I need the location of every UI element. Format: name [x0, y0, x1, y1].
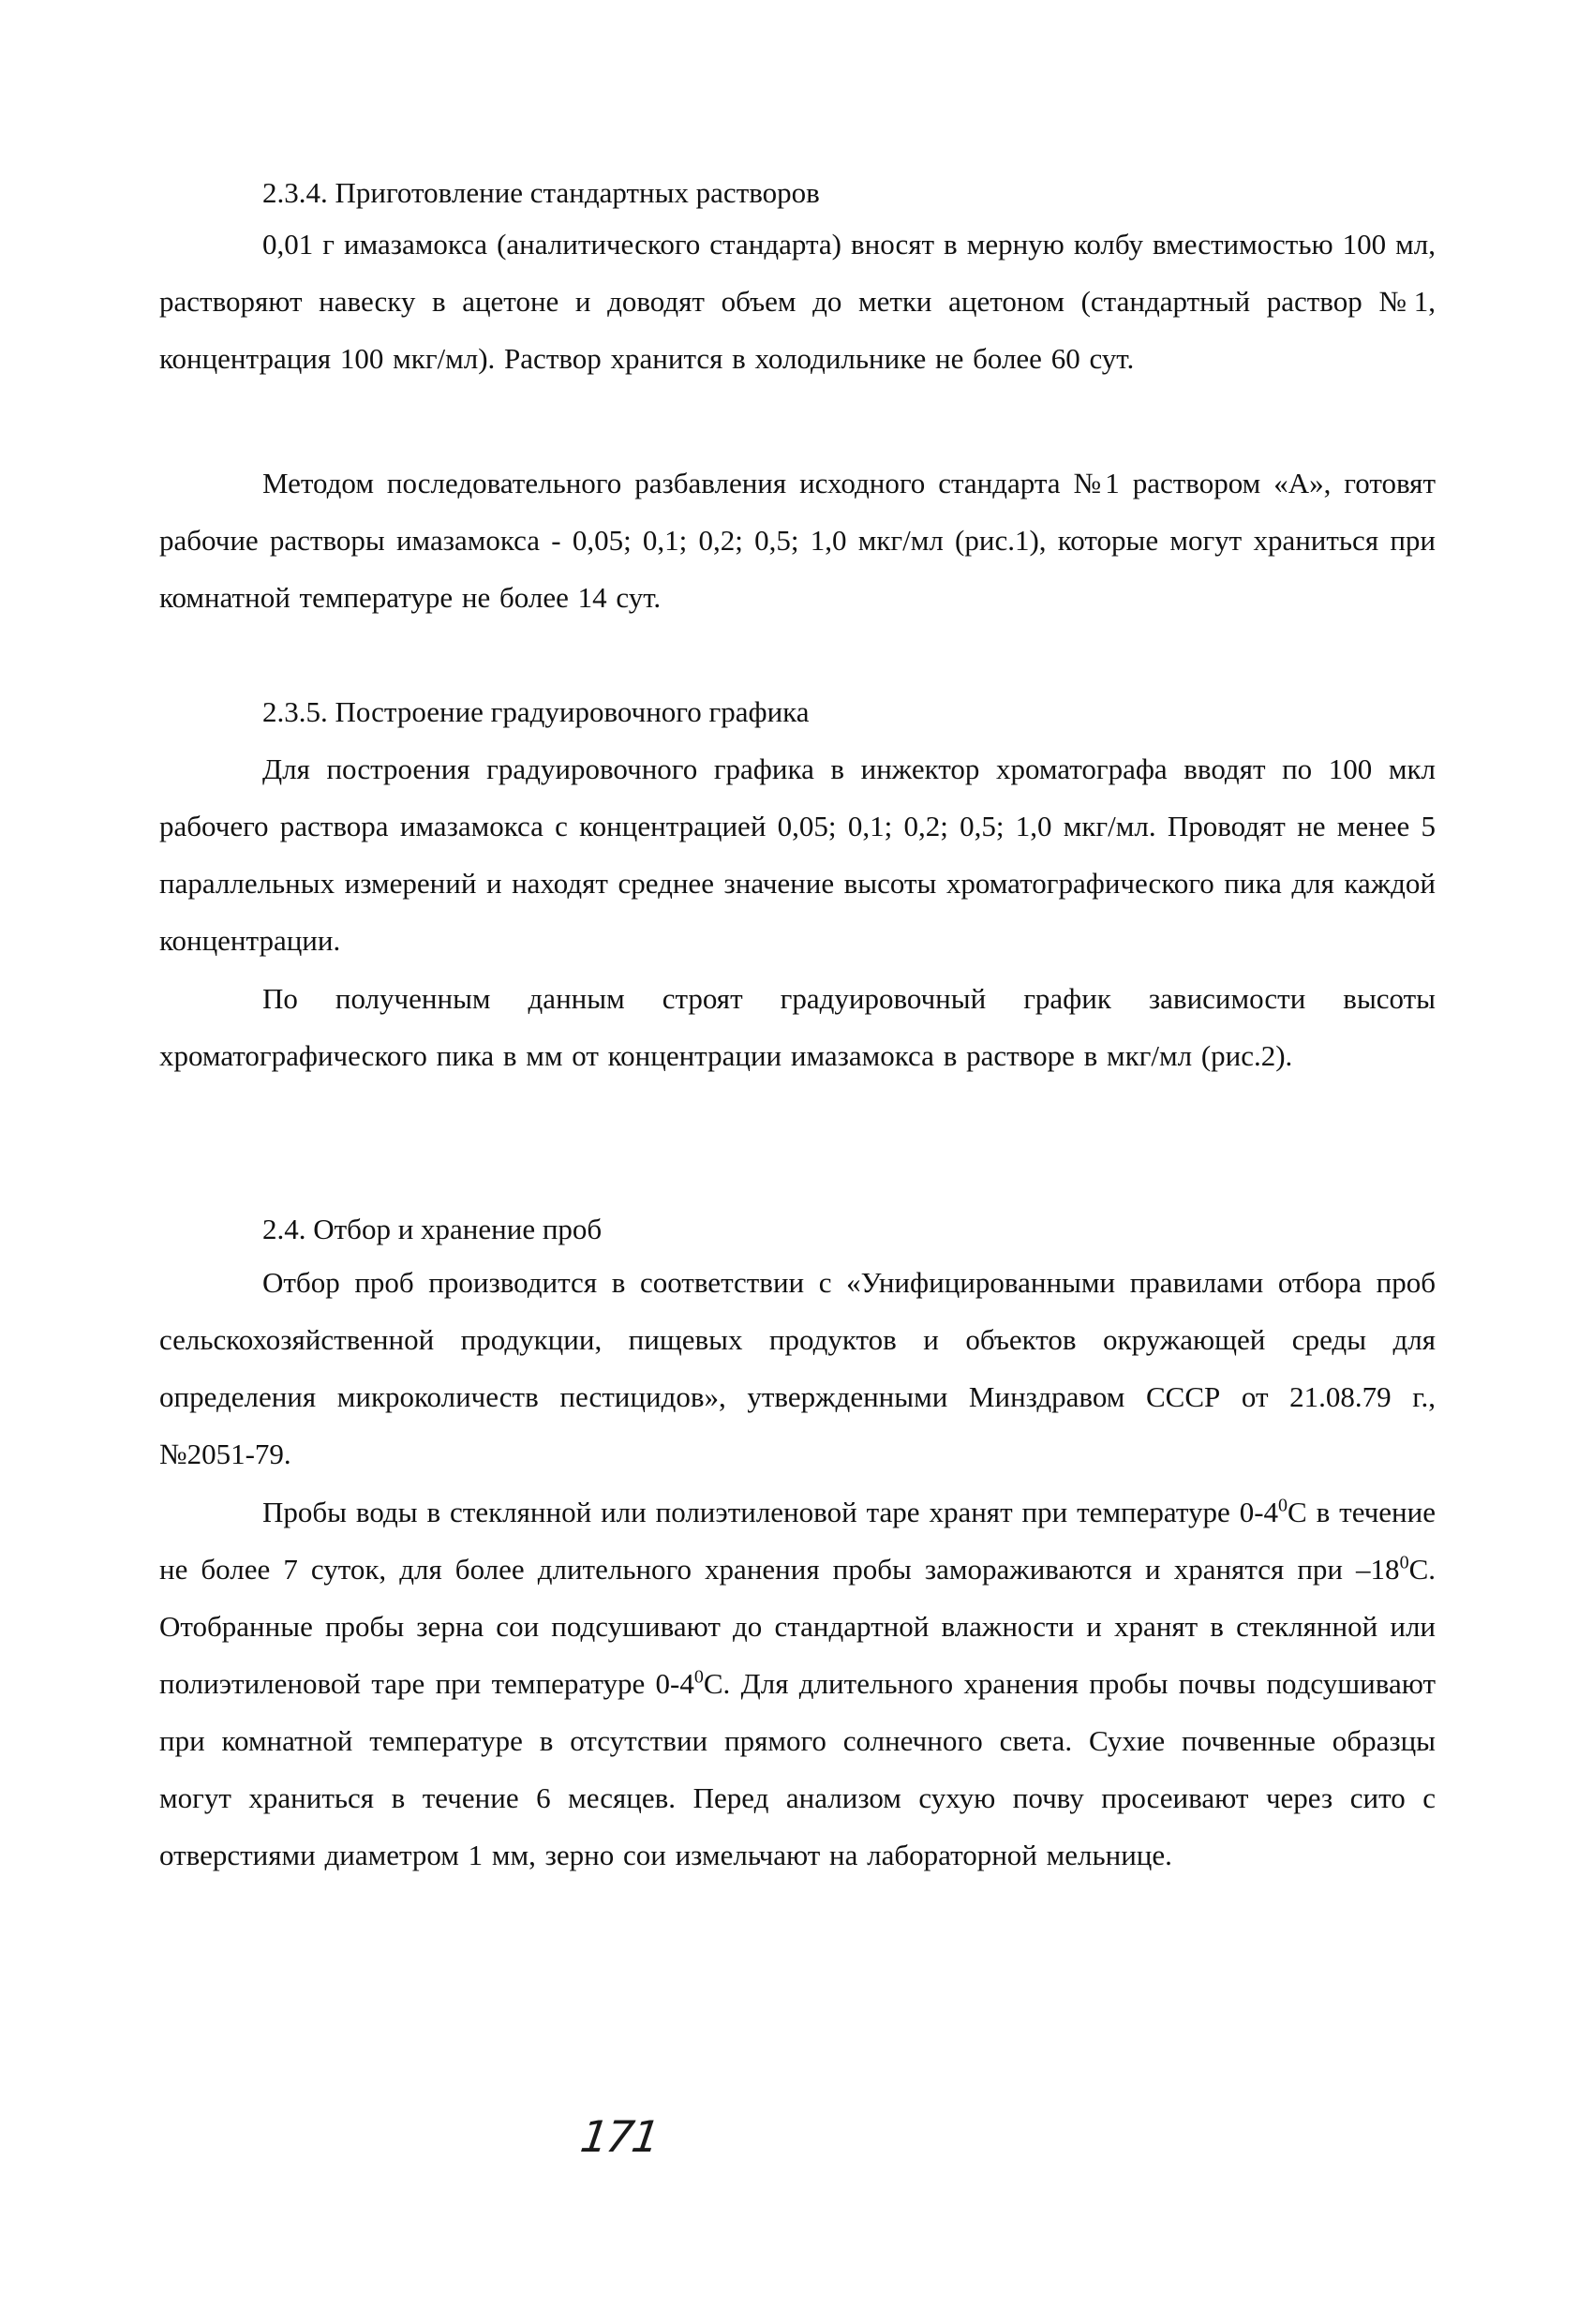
section-2-3-4-heading: 2.3.4. Приготовление стандартных растворов [262, 176, 820, 209]
degree-superscript-2: 0 [1399, 1552, 1409, 1573]
section-2-3-4-paragraph-2: Методом последовательного разбавления исходного стандарта №1 раствором «А», готовят рабочие растворы имазамокса - 0,05; 0,1; 0,2; 0,5; 1,0 мкг/мл (рис.1), которые могут храниться при комнатной температуре не более 14 сут. [159, 467, 1436, 614]
section-2-3-4-paragraph-1: 0,01 г имазамокса (аналитического стандарта) вносят в мерную колбу вместимостью 100 мл, растворяют навеску в ацетоне и доводят объем до метки ацетоном (стандартный раствор №1, концентрация 100 мкг/мл). Раствор хранится в холодильнике не более 60 сут. [159, 228, 1436, 375]
section-2-4-paragraph-2 [159, 1483, 1436, 1884]
degree-superscript-1: 0 [1278, 1495, 1288, 1516]
section-2-3-5-heading: 2.3.5. Построение градуировочного графика [262, 695, 810, 728]
section-2-3-5-paragraph-2: По полученным данным строят градуировочный график зависимости высоты хроматографического пика в мм от концентрации имазамокса в растворе в мкг/мл (рис.2). [159, 982, 1436, 1072]
section-2-3-5-paragraph-1: Для построения градуировочного графика в инжектор хроматографа вводят по 100 мкл рабочего раствора имазамокса с концентрацией 0,05; 0,1; 0,2; 0,5; 1,0 мкг/мл. Проводят не менее 5 параллельных измерений и находят среднее значение высоты хроматографического пика для каждой концентрации. [159, 752, 1436, 957]
degree-superscript-3: 0 [693, 1666, 704, 1688]
handwritten-page-number: 171 [577, 2111, 662, 2162]
section-2-4-heading: 2.4. Отбор и хранение проб [262, 1213, 603, 1245]
storage-text-part-3: С. Отобранные пробы зерна сои подсушивают до стандартной влажности и хранят в стеклянной или полиэтиленовой таре при температуре 0-4 [159, 1553, 1436, 1700]
storage-text-part-1: Пробы воды в стеклянной или полиэтиленовой таре хранят при температуре 0-4 [262, 1496, 1279, 1528]
section-2-4-paragraph-1: Отбор проб производится в соответствии с «Унифицированными правилами отбора проб сельскохозяйственной продукции, пищевых продуктов и объектов окружающей среды для определения микроколичеств пестицидов», утвержденными Минздравом СССР от 21.08.79 г., №2051-79. [159, 1266, 1436, 1470]
storage-text-part-4: С. Для длительного хранения пробы почвы подсушивают при комнатной температуре в отсутствии прямого солнечного света. Сухие почвенные образцы могут храниться в течение 6 месяцев. Перед анализом сухую почву просеивают через сито с отверстиями диаметром 1 мм, зерно сои измельчают на лабораторной мельнице. [159, 1667, 1437, 1871]
storage-text-part-2: С в течение не более 7 суток, для более длительного хранения пробы замораживаются и хранятся при –18 [159, 1496, 1436, 1586]
